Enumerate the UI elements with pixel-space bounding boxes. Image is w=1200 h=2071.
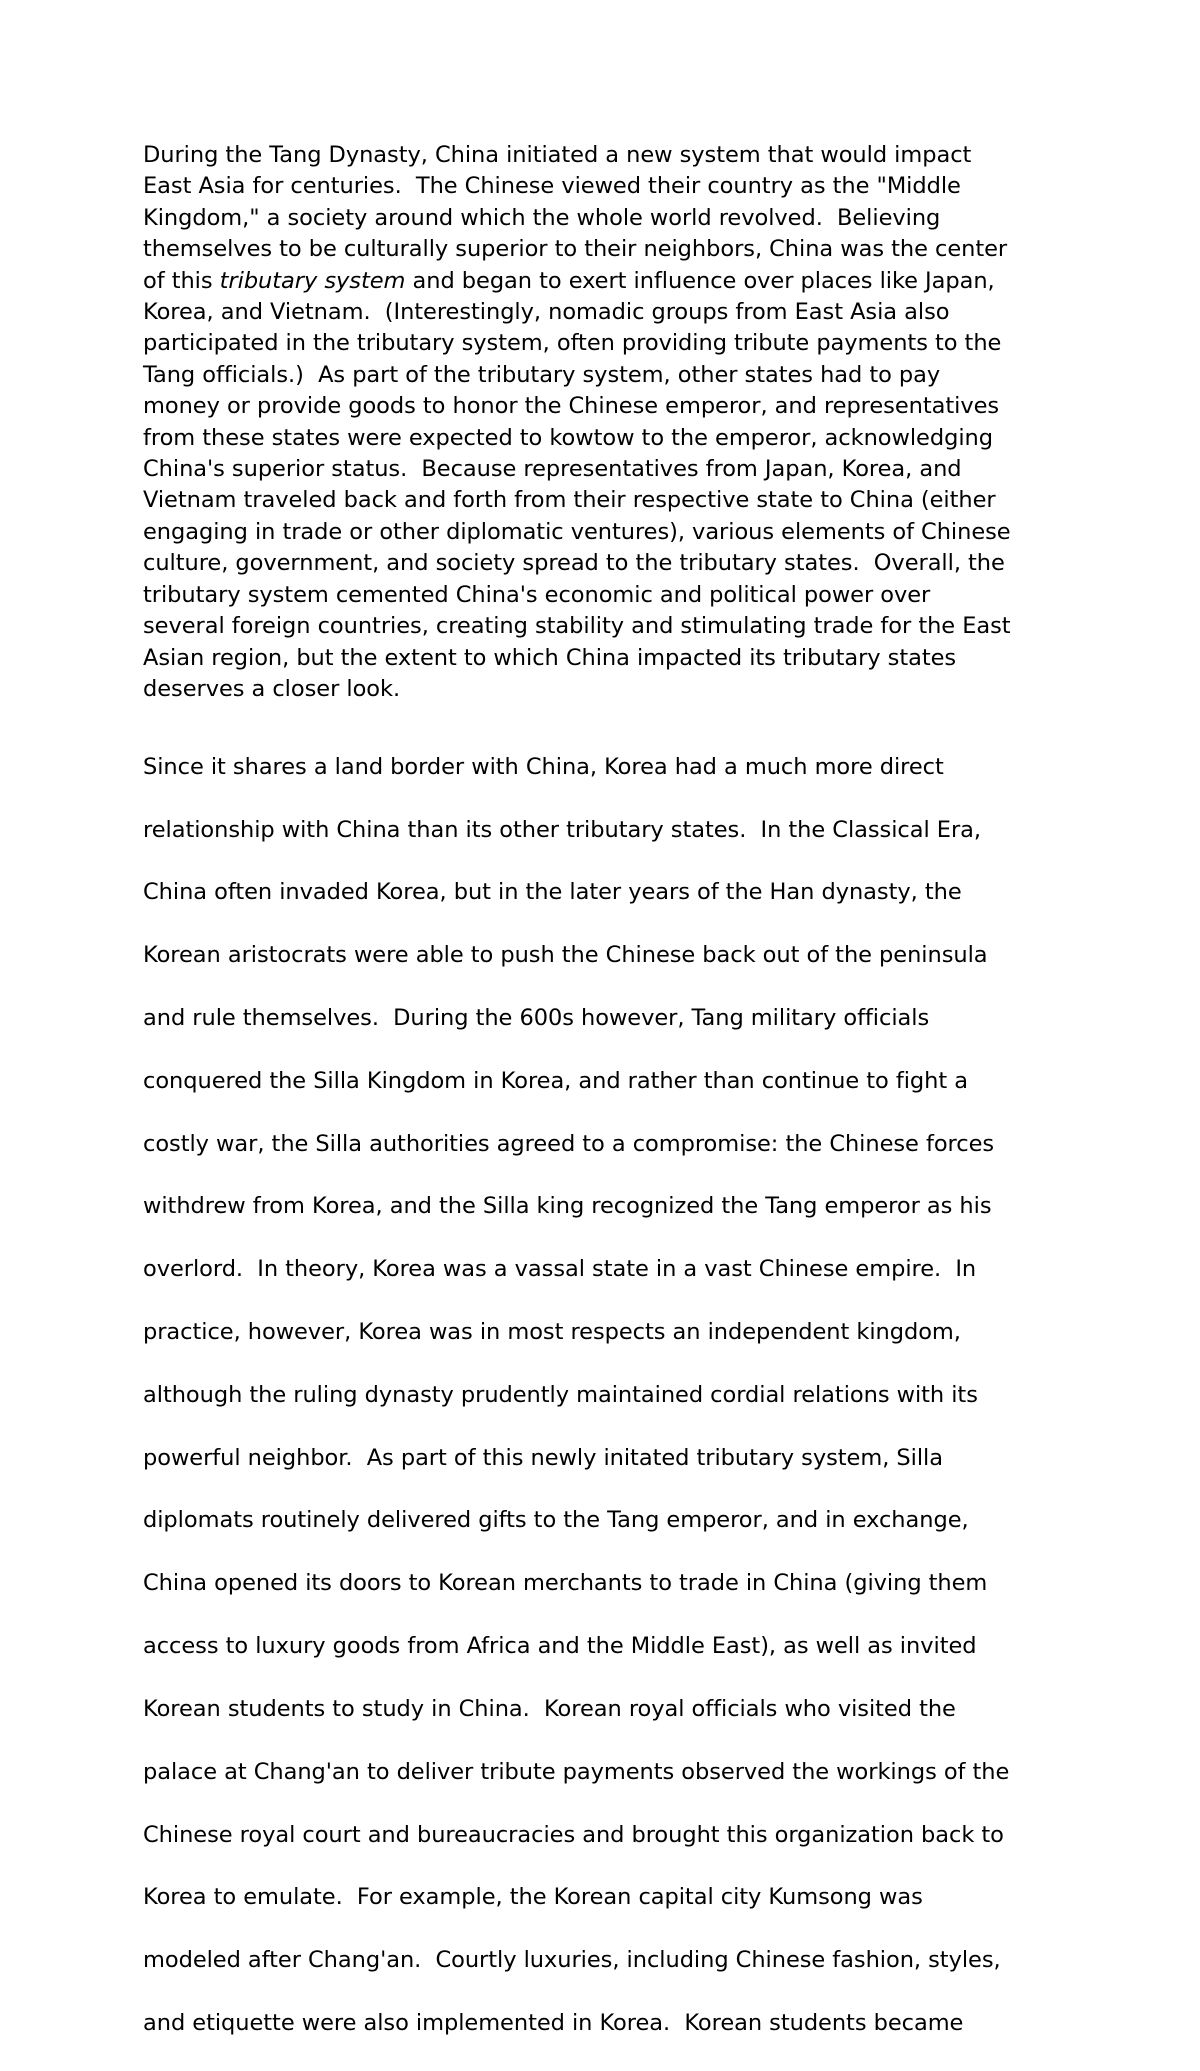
text-line: Korea, and Vietnam. (Interestingly, nomadic groups from East Asia also: [143, 299, 950, 326]
text-line: culture, government, and society spread to the tributary states. Overall, the: [143, 550, 1005, 577]
text-line: engaging in trade or other diplomatic ventures), various elements of Chinese: [143, 518, 1011, 545]
italic-term: tributary system: [219, 267, 406, 294]
paragraph-tributary-system: [143, 140, 1073, 705]
text-line: practice, however, Korea was in most respects an independent kingdom,: [143, 1319, 961, 1346]
text-run: of this: [143, 267, 220, 294]
text-line: diplomats routinely delivered gifts to the Tang emperor, and in exchange,: [143, 1507, 969, 1534]
text-run: and began to exert influence over places like Japan,: [405, 267, 995, 294]
text-line: and etiquette were also implemented in Korea. Korean students became: [143, 2009, 964, 2036]
text-line: China often invaded Korea, but in the later years of the Han dynasty, the: [143, 879, 962, 906]
text-line: Vietnam traveled back and forth from their respective state to China (either: [143, 487, 996, 514]
paragraph-korea: [143, 720, 1073, 2070]
text-line: themselves to be culturally superior to their neighbors, China was the center: [143, 236, 1008, 263]
text-line: Since it shares a land border with China, Korea had a much more direct: [143, 753, 944, 780]
text-line: relationship with China than its other tributary states. In the Classical Era,: [143, 816, 981, 843]
text-line: deserves a closer look.: [143, 675, 401, 702]
text-line: several foreign countries, creating stability and stimulating trade for the East: [143, 613, 1011, 640]
text-line: money or provide goods to honor the Chinese emperor, and representatives: [143, 393, 1000, 420]
text-line: access to luxury goods from Africa and the Middle East), as well as invited: [143, 1633, 977, 1660]
text-line: conquered the Silla Kingdom in Korea, and rather than continue to fight a: [143, 1067, 968, 1094]
text-line: Chinese royal court and bureaucracies and brought this organization back to: [143, 1821, 1004, 1848]
text-line: tributary system cemented China's economic and political power over: [143, 581, 931, 608]
text-line: China's superior status. Because representatives from Japan, Korea, and: [143, 456, 962, 483]
text-line: and rule themselves. During the 600s however, Tang military officials: [143, 1004, 930, 1031]
text-line: withdrew from Korea, and the Silla king recognized the Tang emperor as his: [143, 1193, 992, 1220]
text-line: powerful neighbor. As part of this newly initated tributary system, Silla: [143, 1444, 943, 1471]
text-line: [143, 266, 1073, 297]
text-line: although the ruling dynasty prudently maintained cordial relations with its: [143, 1381, 978, 1408]
document-body: [143, 140, 1073, 2071]
text-line: Korean students to study in China. Korean royal officials who visited the: [143, 1695, 956, 1722]
text-line: palace at Chang'an to deliver tribute payments observed the workings of the: [143, 1758, 1010, 1785]
text-line: Korean aristocrats were able to push the Chinese back out of the peninsula: [143, 942, 988, 969]
text-line: modeled after Chang'an. Courtly luxuries, including Chinese fashion, styles,: [143, 1947, 1001, 1974]
text-line: East Asia for centuries. The Chinese viewed their country as the "Middle: [143, 173, 961, 200]
text-line: Tang officials.) As part of the tributary system, other states had to pay: [143, 361, 941, 388]
text-line: Asian region, but the extent to which China impacted its tributary states: [143, 644, 957, 671]
text-line: overlord. In theory, Korea was a vassal state in a vast Chinese empire. In: [143, 1256, 977, 1283]
text-line: participated in the tributary system, often providing tribute payments to the: [143, 330, 1002, 357]
text-line: China opened its doors to Korean merchants to trade in China (giving them: [143, 1570, 988, 1597]
text-line: During the Tang Dynasty, China initiated a new system that would impact: [143, 142, 972, 168]
text-line: from these states were expected to kowtow to the emperor, acknowledging: [143, 424, 993, 451]
text-line: costly war, the Silla authorities agreed to a compromise: the Chinese forces: [143, 1130, 995, 1157]
text-line: Kingdom," a society around which the whole world revolved. Believing: [143, 204, 941, 231]
text-line: Korea to emulate. For example, the Korean capital city Kumsong was: [143, 1884, 923, 1911]
